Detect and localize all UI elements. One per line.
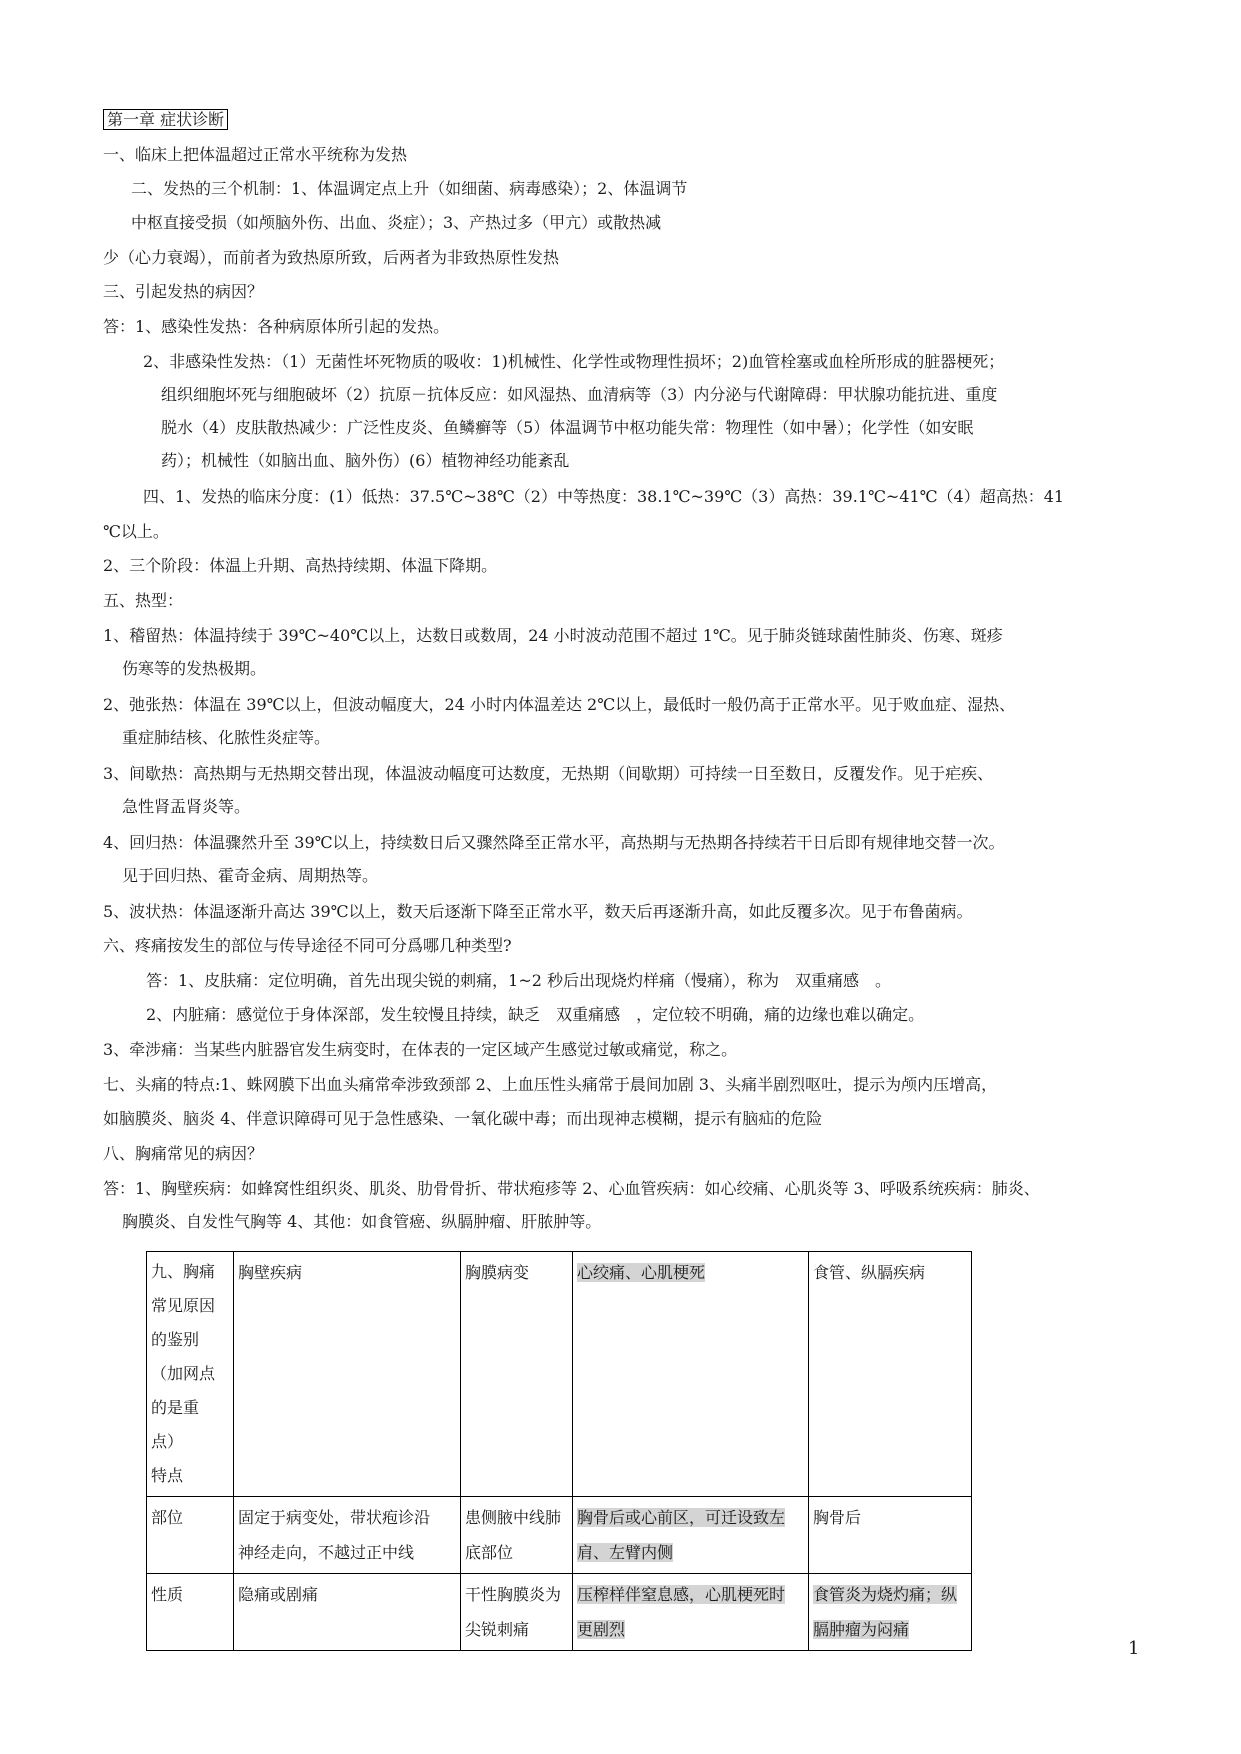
text-line: 药）；机械性（如脑出血、脑外伤）(6）植物神经功能紊乱: [161, 451, 570, 470]
text-line: 3、间歇热：高热期与无热期交替出现，体温波动幅度可达数度，无热期（间歇期）可持续一日至数日，反覆发作。见于疟疾、: [103, 764, 994, 783]
text-line: 组织细胞坏死与细胞破坏（2）抗原－抗体反应：如风湿热、血清病等（3）内分泌与代谢障碍：甲状腺功能抗进、重度: [161, 385, 998, 404]
text-line: 中枢直接受损（如颅脑外伤、出血、炎症）；3、产热过多（甲亢）或散热减: [131, 213, 662, 232]
table-cell: 胸壁疾病: [234, 1252, 461, 1497]
text-line: 答：1、胸壁疾病：如蜂窝性组织炎、肌炎、肋骨骨折、带状疱疹等 2、心血管疾病：如心绞痛、心肌炎等 3、呼吸系统疾病：肺炎、: [103, 1179, 1040, 1198]
text-line: 七、头痛的特点:1、蛛网膜下出血头痛常牵涉致颈部 2、上血压性头痛常于晨间加剧 3、头痛半剧烈呕吐，提示为颅内压增高，: [103, 1075, 998, 1094]
text-line: 2、非感染性发热：（1）无菌性坏死物质的吸收：1)机械性、化学性或物理性损坏；2)血管栓塞或血栓所形成的脏器梗死；: [143, 352, 1005, 371]
chapter-title-box: 第一章 症状诊断: [103, 109, 228, 130]
table-cell: [809, 1574, 972, 1651]
text-line: 脱水（4）皮肤散热减少：广泛性皮炎、鱼鳞癣等（5）体温调节中枢功能失常：物理性（如中暑）；化学性（如安眠: [161, 418, 974, 437]
highlighted-text: 压榨样伴窒息感，心肌梗死时 更剧烈: [577, 1585, 786, 1639]
table-cell: 食管、纵膈疾病: [809, 1252, 972, 1497]
text-line: 2、内脏痛：感觉位于身体深部，发生较慢且持续，缺乏 双重痛感 ，定位较不明确，痛的边缘也难以确定。: [146, 1005, 925, 1024]
text-line: 答：1、感染性发热：各种病原体所引起的发热。: [103, 317, 450, 336]
text-line: 如脑膜炎、脑炎 4、伴意识障碍可见于急性感染、一氧化碳中毒；而出现神志模糊，提示有脑疝的危险: [103, 1109, 823, 1128]
text-line: 八、胸痛常见的病因？: [103, 1144, 264, 1163]
table-row: [147, 1574, 972, 1651]
text-line: 伤寒等的发热极期。: [122, 659, 267, 678]
text-line: 2、弛张热：体温在 39℃以上，但波动幅度大，24 小时内体温差达 2℃以上，最低时一般仍高于正常水平。见于败血症、湿热、: [103, 695, 1016, 714]
table-cell: 固定于病变处，带状疱诊沿 神经走向，不越过正中线: [234, 1497, 461, 1574]
text-line: 二、发热的三个机制：1、体温调定点上升（如细菌、病毒感染）；2、体温调节: [131, 179, 688, 198]
text-line: 2、三个阶段：体温上升期、高热持续期、体温下降期。: [103, 556, 498, 575]
table-cell: 患侧腋中线肺 底部位: [461, 1497, 573, 1574]
table-cell: 九、胸痛 常见原因 的鉴别 （加网点 的是重点） 特点: [147, 1252, 234, 1497]
text-line: 五、热型：: [103, 591, 184, 610]
chest-pain-comparison-table: [146, 1251, 972, 1651]
text-line: 六、疼痛按发生的部位与传导途径不同可分爲哪几种类型?: [103, 936, 512, 955]
text-line: 1、稽留热：体温持续于 39℃~40℃以上，达数日或数周，24 小时波动范围不超过 1℃。见于肺炎链球菌性肺炎、伤寒、斑疹: [103, 626, 1003, 645]
text-line: 重症肺结核、化脓性炎症等。: [122, 728, 331, 747]
table-cell: 性质: [147, 1574, 234, 1651]
table-row: [147, 1497, 972, 1574]
text-line: 4、回归热：体温骤然升至 39℃以上，持续数日后又骤然降至正常水平，高热期与无热期各持续若干日后即有规律地交替一次。: [103, 833, 1005, 852]
text-line: 胸膜炎、自发性气胸等 4、其他：如食管癌、纵膈肿瘤、肝脓肿等。: [122, 1212, 602, 1231]
text-line: 急性肾盂肾炎等。: [122, 797, 251, 816]
table-cell: [573, 1497, 809, 1574]
highlighted-text: 胸骨后或心前区，可迁设致左 肩、左臂内侧: [577, 1508, 786, 1562]
table-cell: [573, 1574, 809, 1651]
table-cell: 隐痛或剧痛: [234, 1574, 461, 1651]
chapter-heading: [103, 110, 228, 130]
table-cell: [573, 1252, 809, 1497]
text-line: 少（心力衰竭），而前者为致热原所致，后两者为非致热原性发热: [103, 248, 560, 267]
table-cell: 部位: [147, 1497, 234, 1574]
text-line: 答：1、皮肤痛：定位明确，首先出现尖锐的刺痛，1~2 秒后出现烧灼样痛（慢痛），称为 双重痛感 。: [146, 971, 892, 990]
text-line: 见于回归热、霍奇金病、周期热等。: [122, 866, 379, 885]
text-line: ℃以上。: [103, 522, 169, 541]
text-line: 四、1、发热的临床分度：(1）低热：37.5℃~38℃（2）中等热度：38.1℃~39℃（3）高热：39.1℃~41℃（4）超高热：41: [143, 487, 1065, 506]
text-line: 一、临床上把体温超过正常水平统称为发热: [103, 145, 408, 164]
table-cell: 胸骨后: [809, 1497, 972, 1574]
text-line: 三、引起发热的病因？: [103, 282, 264, 301]
page-number: 1: [1128, 1638, 1140, 1659]
table-cell: 胸膜病变: [461, 1252, 573, 1497]
highlighted-text: 食管炎为烧灼痛；纵 膈肿瘤为闷痛: [813, 1585, 958, 1639]
table-row: [147, 1252, 972, 1497]
text-line: 5、波状热：体温逐渐升高达 39℃以上，数天后逐渐下降至正常水平，数天后再逐渐升高，如此反覆多次。见于布鲁菌病。: [103, 902, 973, 921]
table-cell: 干性胸膜炎为 尖锐刺痛: [461, 1574, 573, 1651]
highlighted-text: 心绞痛、心肌梗死: [577, 1263, 706, 1282]
text-line: 3、牵涉痛：当某些内脏器官发生病变时，在体表的一定区域产生感觉过敏或痛觉，称之。: [103, 1040, 738, 1059]
